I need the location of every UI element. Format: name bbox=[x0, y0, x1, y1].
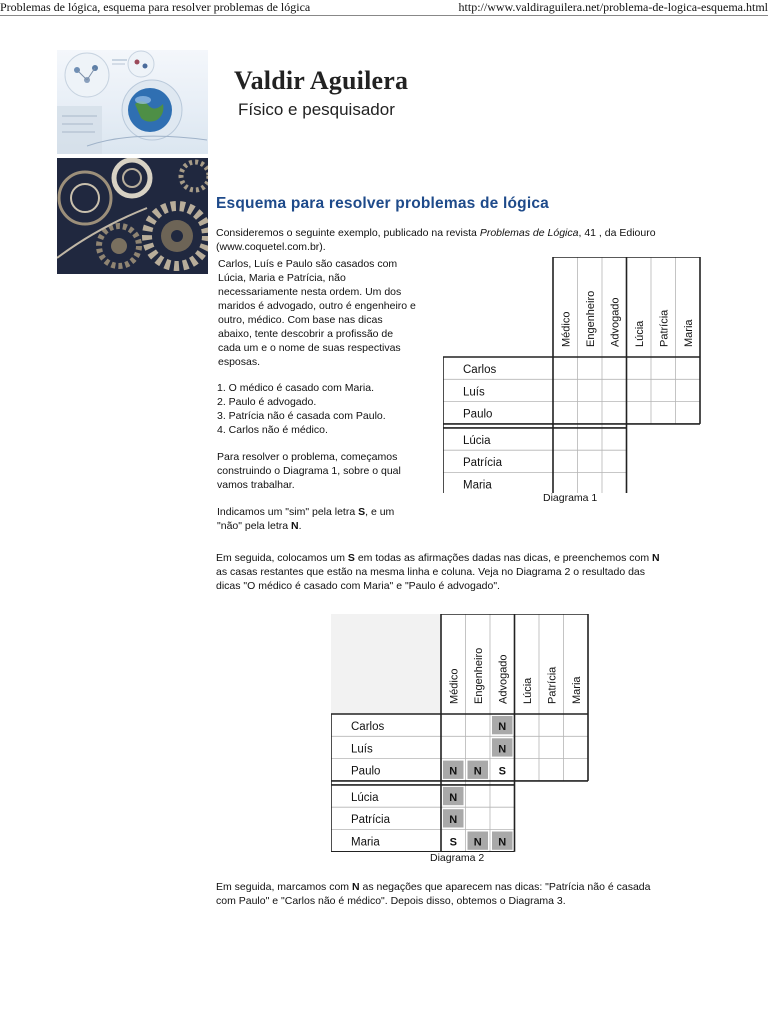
cell-mark: N bbox=[498, 836, 507, 849]
letter-s-2: S bbox=[347, 552, 355, 564]
cell-mark: S bbox=[498, 765, 506, 778]
indicate-text-2b: . bbox=[298, 520, 302, 532]
row-header: Patrícia bbox=[463, 457, 502, 470]
page-header-title: Problemas de lógica, esquema para resolver problemas de lógica bbox=[0, 0, 311, 14]
magazine-name: Problemas de Lógica bbox=[479, 227, 579, 239]
row-header: Maria bbox=[463, 479, 492, 492]
problem-line: esposas. bbox=[218, 356, 261, 368]
indicate-text-1b: , e um bbox=[365, 506, 395, 518]
site-title[interactable]: Valdir Aguilera bbox=[234, 66, 409, 95]
diagram-2 bbox=[331, 614, 593, 857]
col-header: Patrícia bbox=[658, 309, 671, 347]
col-header: Advogado bbox=[497, 654, 510, 704]
clue-item: 3. Patrícia não é casada com Paulo. bbox=[217, 410, 386, 422]
problem-line: maridos é advogado, outro é engenheiro e bbox=[218, 300, 416, 312]
science-banner-image bbox=[57, 50, 208, 154]
col-header: Maria bbox=[682, 319, 695, 347]
para3-text-1b: as negações que aparecem nas dicas: "Patrícia não é casada bbox=[359, 881, 651, 893]
row-header: Carlos bbox=[463, 364, 497, 376]
row-header: Paulo bbox=[351, 765, 381, 778]
row-header: Maria bbox=[351, 836, 380, 849]
cell-mark: S bbox=[449, 836, 457, 849]
para2-text-3: dicas "O médico é casado com Maria" e "Paulo é advogado". bbox=[216, 580, 500, 592]
resolve-paragraph bbox=[217, 450, 401, 492]
page-header-url[interactable]: http://www.valdiraguilera.net/problema-de-logica-esquema.html bbox=[458, 0, 768, 14]
problem-line: outro, médico. Com base nas dicas bbox=[218, 314, 383, 326]
intro-text-b: , 41 , da Ediouro bbox=[578, 227, 656, 239]
row-header: Luís bbox=[351, 743, 373, 756]
problem-line: Carlos, Luís e Paulo são casados com bbox=[218, 258, 398, 270]
cell-mark: N bbox=[449, 791, 458, 804]
resolve-line: construindo o Diagrama 1, sobre o qual bbox=[217, 465, 401, 477]
indicate-paragraph bbox=[217, 505, 394, 533]
paragraph-3 bbox=[216, 880, 716, 908]
clue-item: 2. Paulo é advogado. bbox=[217, 396, 317, 408]
problem-line: necessariamente nesta ordem. Um dos bbox=[218, 286, 402, 298]
paragraph-2 bbox=[216, 551, 716, 593]
corner-shade bbox=[331, 614, 441, 714]
row-header: Patrícia bbox=[351, 814, 390, 827]
clue-list bbox=[217, 381, 386, 437]
col-header: Médico bbox=[448, 668, 461, 704]
diagram-2-caption: Diagrama 2 bbox=[430, 852, 485, 864]
cell-mark: N bbox=[449, 765, 458, 778]
intro-text-a: Consideremos o seguinte exemplo, publicado na revista bbox=[216, 227, 480, 239]
row-header: Carlos bbox=[351, 721, 385, 733]
letter-n: N bbox=[291, 520, 299, 532]
site-subtitle: Físico e pesquisador bbox=[238, 100, 395, 119]
cell-mark: N bbox=[473, 836, 482, 849]
col-header: Lúcia bbox=[521, 677, 534, 704]
resolve-line: Para resolver o problema, começamos bbox=[217, 451, 398, 463]
clue-item: 1. O médico é casado com Maria. bbox=[217, 382, 374, 394]
letter-n-3: N bbox=[351, 881, 360, 893]
problem-line: cada um e o nome de suas respectivas bbox=[218, 342, 401, 354]
letter-n-2: N bbox=[652, 552, 660, 564]
row-header: Lúcia bbox=[351, 791, 379, 804]
para3-text-1a: Em seguida, marcamos com bbox=[216, 881, 352, 893]
gears-icon bbox=[57, 158, 208, 274]
diagram-1-grid bbox=[443, 257, 705, 493]
para2-text-1a: Em seguida, colocamos um bbox=[216, 552, 348, 564]
diagram-1-caption: Diagrama 1 bbox=[543, 492, 598, 504]
problem-line: abaixo, tente descobrir a profissão de bbox=[218, 328, 394, 340]
col-header: Engenheiro bbox=[584, 290, 597, 347]
row-header: Lúcia bbox=[463, 434, 491, 447]
col-header: Patrícia bbox=[546, 666, 559, 704]
article-title: Esquema para resolver problemas de lógica bbox=[216, 195, 549, 212]
col-header: Médico bbox=[560, 311, 573, 347]
letter-s: S bbox=[358, 506, 366, 518]
problem-line: Lúcia, Maria e Patrícia, não bbox=[218, 272, 346, 284]
para2-text-1b: em todas as afirmações dadas nas dicas, e preenchemos com bbox=[354, 552, 652, 564]
diagram-1 bbox=[443, 257, 705, 498]
diagram-2-grid bbox=[331, 614, 593, 852]
intro-text-c: (www.coquetel.com.br). bbox=[216, 241, 326, 253]
indicate-text-2a: "não" pela letra bbox=[217, 520, 292, 532]
para3-text-2: com Paulo" e "Carlos não é médico". Depois disso, obtemos o Diagrama 3. bbox=[216, 895, 566, 907]
row-header: Luís bbox=[463, 386, 485, 399]
indicate-text-1a: Indicamos um "sim" pela letra bbox=[217, 506, 359, 518]
resolve-line: vamos trabalhar. bbox=[217, 479, 295, 491]
header-divider bbox=[0, 15, 768, 16]
gears-image bbox=[57, 158, 208, 274]
cell-mark: N bbox=[498, 721, 507, 733]
problem-statement bbox=[218, 257, 443, 369]
col-header: Maria bbox=[570, 676, 583, 704]
intro-paragraph bbox=[216, 226, 656, 254]
cell-mark: N bbox=[449, 814, 458, 827]
globe-molecules-icon bbox=[57, 50, 208, 154]
para2-text-2: as casas restantes que estão na mesma linha e coluna. Veja no Diagrama 2 o resultado das bbox=[216, 566, 646, 578]
col-header: Lúcia bbox=[633, 320, 646, 347]
page-header bbox=[0, 0, 768, 15]
clue-item: 4. Carlos não é médico. bbox=[217, 424, 328, 436]
cell-mark: N bbox=[473, 765, 482, 778]
col-header: Advogado bbox=[609, 297, 622, 347]
row-header: Paulo bbox=[463, 408, 493, 421]
col-header: Engenheiro bbox=[472, 647, 485, 704]
cell-mark: N bbox=[498, 743, 507, 756]
